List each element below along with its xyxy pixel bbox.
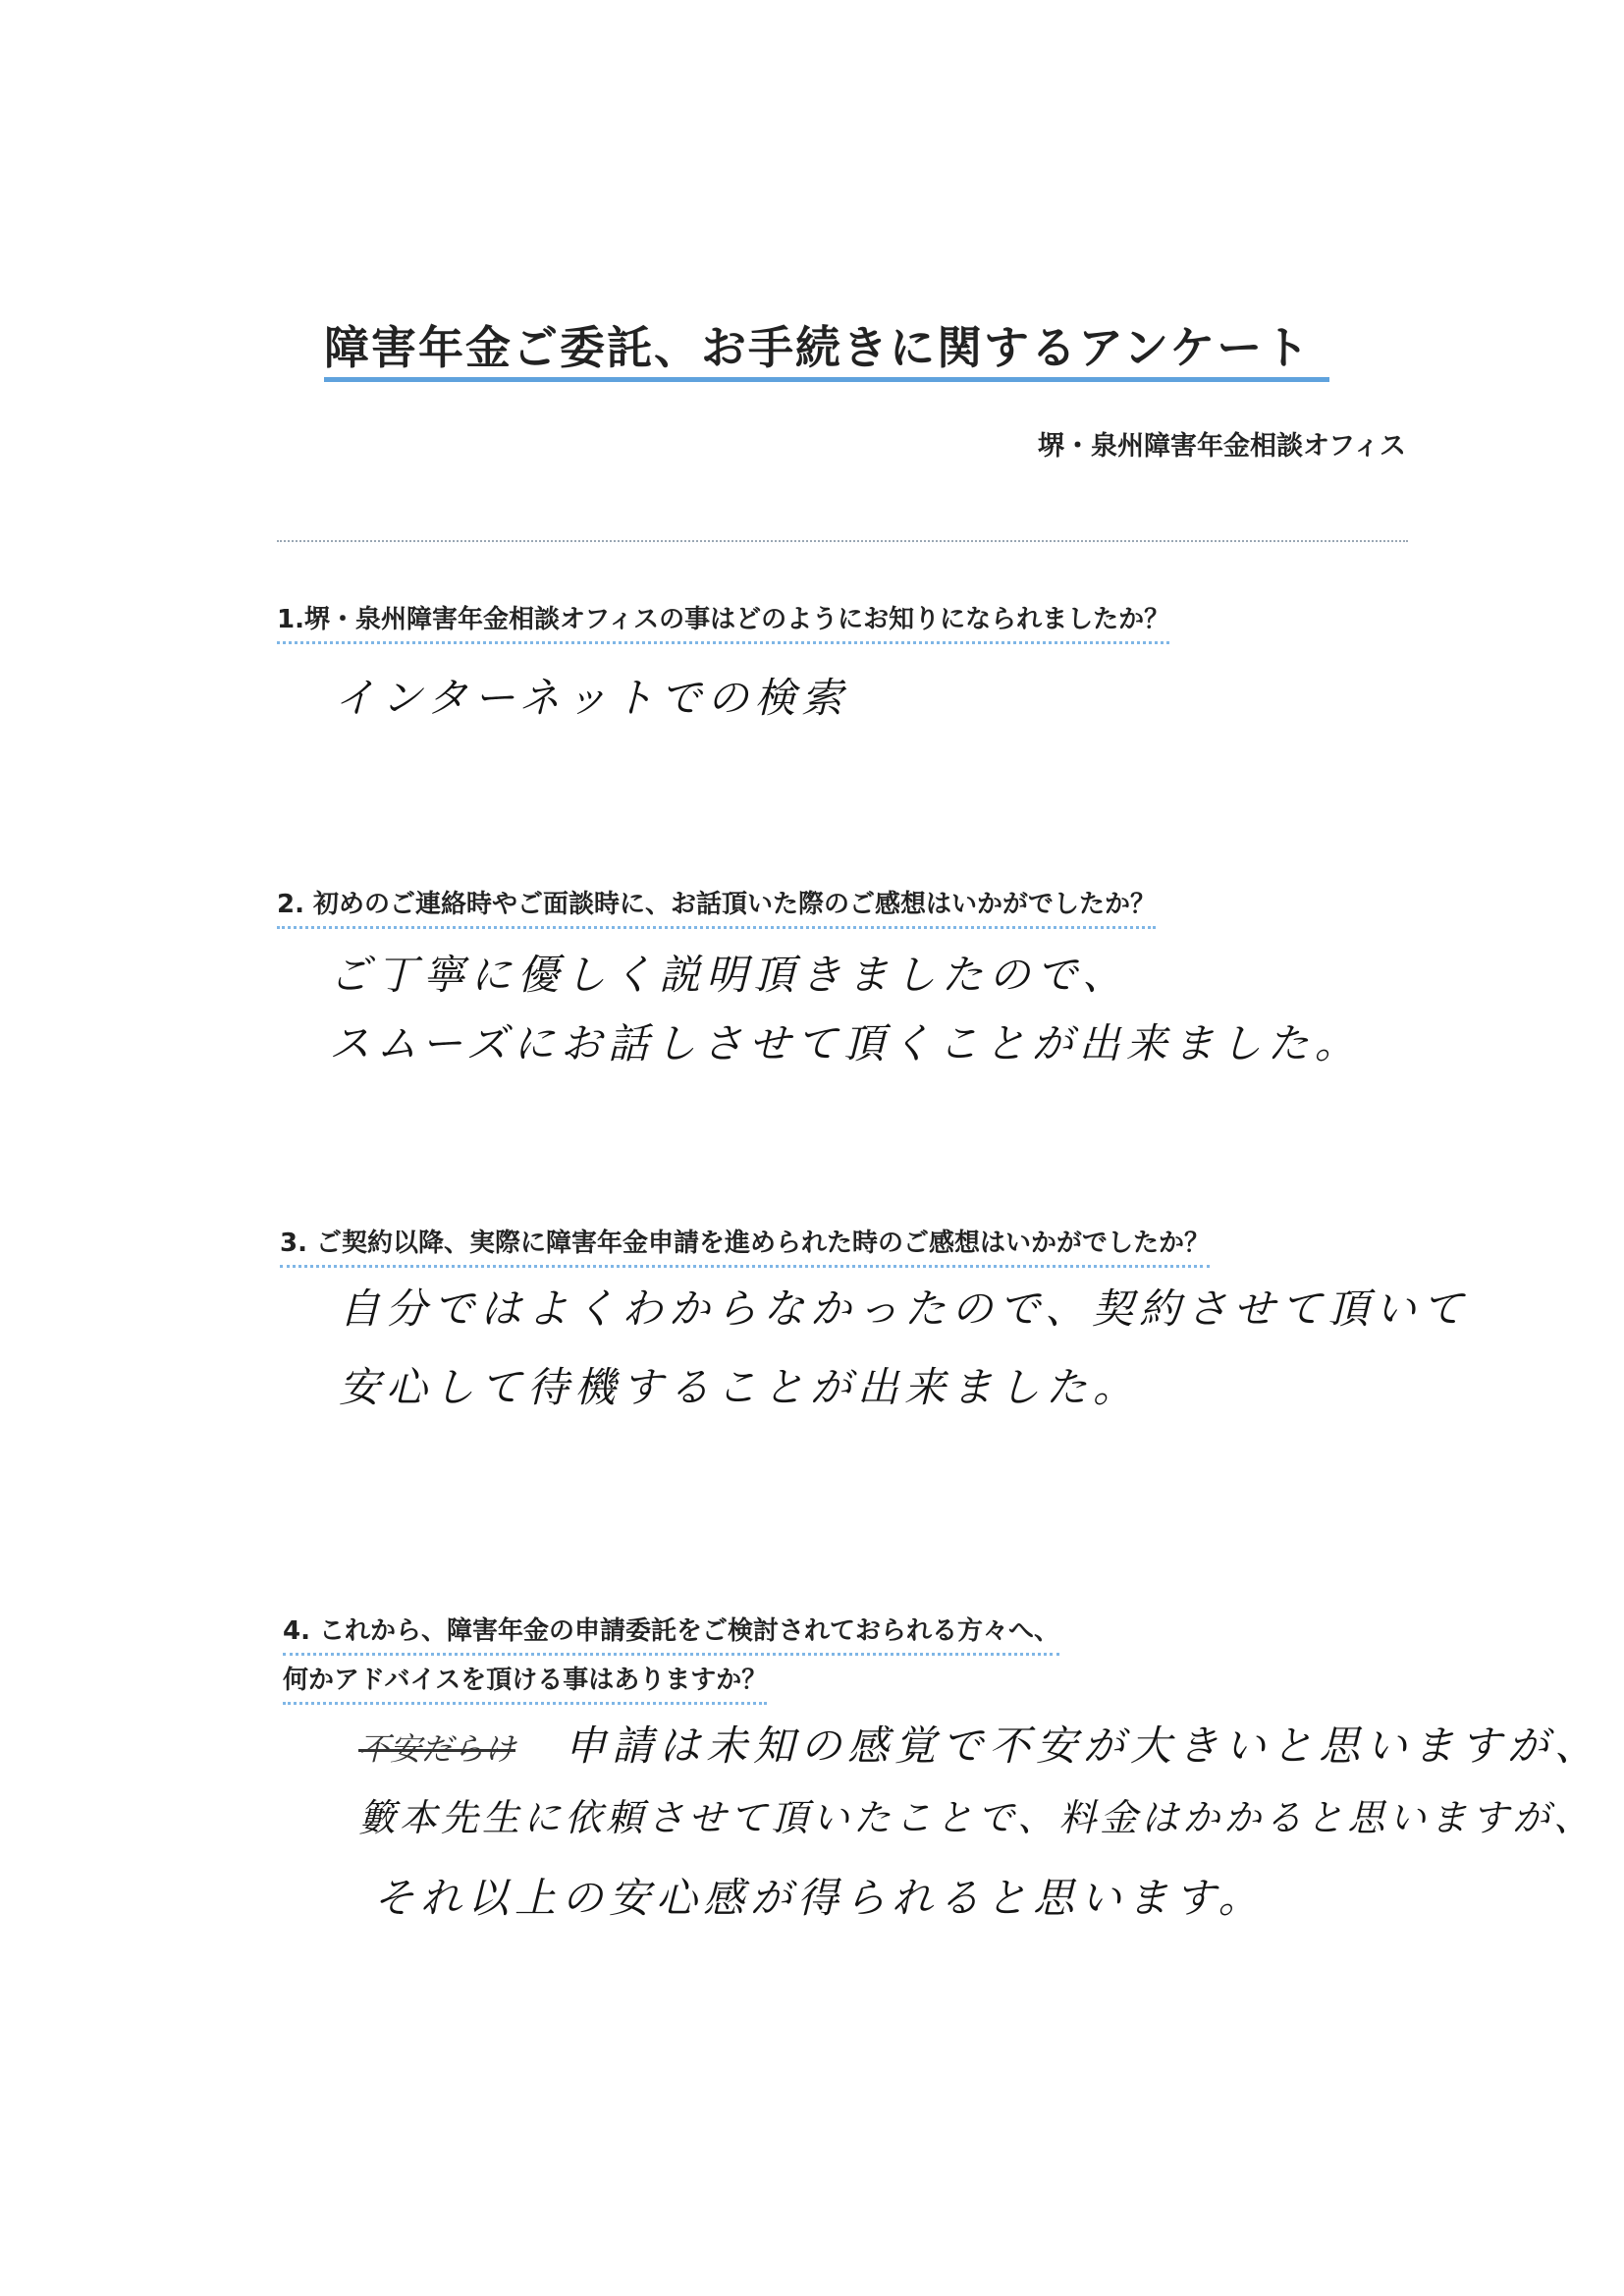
question-2-label: 2. 初めのご連絡時やご面談時に、お話頂いた際のご感想はいかがでしたか？ [277, 884, 1156, 929]
question-1 [277, 599, 1169, 644]
office-name: 堺・泉州障害年金相談オフィス [1037, 431, 1406, 462]
question-4-line-2 [283, 1660, 767, 1705]
answer-1-line-1: インターネットでの検索 [334, 674, 849, 722]
struck-out-text: 不安だらけ [358, 1730, 516, 1768]
question-3 [280, 1223, 1210, 1268]
answer-4-line-1-text: 申請は未知の感覚で不安が大きいと思いますが、 [565, 1722, 1602, 1770]
answer-2-line-2: スムーズにお話しさせて頂くことが出来ました。 [329, 1019, 1362, 1067]
answer-4-line-3: それ以上の安心感が得られると思います。 [373, 1874, 1266, 1922]
answer-3-line-1: 自分ではよくわからなかったので、契約させて頂いて [339, 1285, 1470, 1333]
question-2 [277, 884, 1156, 929]
survey-title: 障害年金ご委託、お手続きに関するアンケート [324, 321, 1312, 374]
answer-2-line-1: ご丁寧に優しく説明頂きましたので、 [329, 951, 1130, 999]
title-underline [324, 377, 1329, 382]
answer-4-line-2: 籔本先生に依頼させて頂いたことで、料金はかかると思いますが、 [358, 1796, 1596, 1839]
answer-4-line-1 [358, 1714, 1601, 1773]
answer-3-line-2: 安心して待機することが出来ました。 [339, 1363, 1141, 1411]
question-4-line-1 [283, 1611, 1059, 1656]
question-4-label-line-1: 4. これから、障害年金の申請委託をご検討されておられる方々へ、 [283, 1611, 1059, 1656]
question-3-label: 3. ご契約以降、実際に障害年金申請を進められた時のご感想はいかがでしたか？ [280, 1223, 1210, 1268]
section-divider [277, 540, 1408, 542]
question-1-label: 1.堺・泉州障害年金相談オフィスの事はどのようにお知りになられましたか？ [277, 599, 1169, 644]
question-4-label-line-2: 何かアドバイスを頂ける事はありますか？ [283, 1660, 767, 1705]
